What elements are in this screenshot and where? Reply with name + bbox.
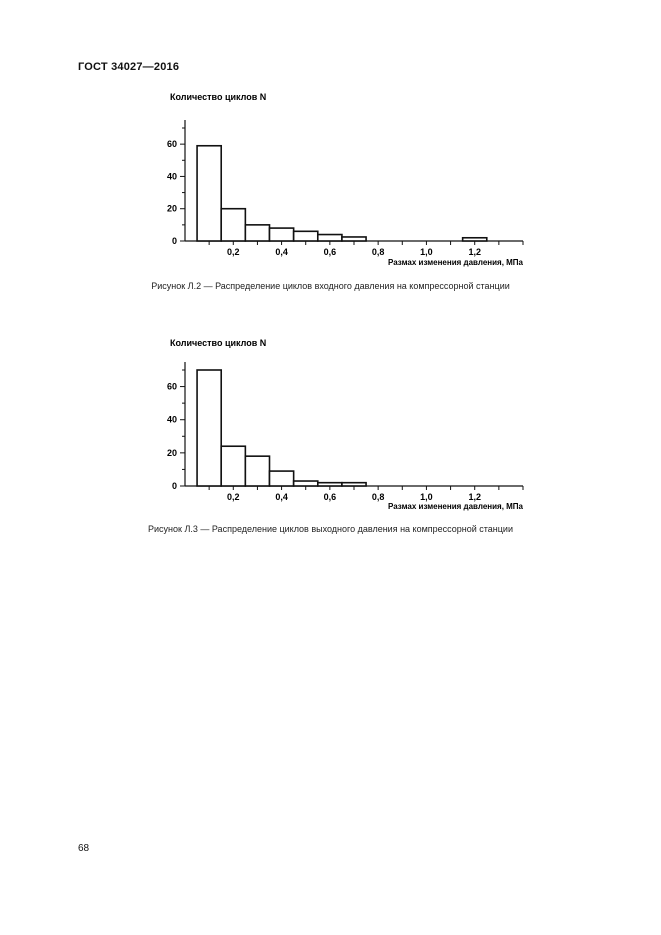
- x-axis-label: Размах изменения давления, МПа: [388, 502, 523, 511]
- x-tick-label: 1,2: [468, 492, 481, 502]
- x-tick-label: 1,0: [420, 247, 433, 257]
- x-tick-label: 0,6: [323, 247, 337, 257]
- figure-caption-output-pressure: Рисунок Л.3 — Распределение циклов выходного давления на компрессорной станции: [148, 524, 513, 534]
- document-header: ГОСТ 34027—2016: [78, 61, 180, 73]
- histogram-bar: [197, 370, 221, 486]
- x-tick-label: 0,6: [323, 492, 337, 502]
- y-tick-label: 0: [171, 481, 177, 491]
- y-tick-label: 20: [166, 447, 177, 458]
- y-tick-label: 40: [166, 414, 177, 425]
- y-tick-label: 0: [171, 236, 177, 246]
- x-tick-label: 0,2: [227, 492, 240, 502]
- x-tick-label: 0,2: [227, 247, 240, 257]
- histogram-bar: [318, 483, 342, 486]
- y-axis-label: Количество циклов N: [170, 92, 267, 102]
- x-axis-label: Размах изменения давления, МПа: [388, 258, 523, 267]
- figure-caption-input-pressure: Рисунок Л.2 — Распределение циклов входного давления на компрессорной станции: [151, 281, 510, 291]
- page-number: 68: [78, 843, 90, 854]
- y-tick-label: 60: [166, 381, 177, 392]
- y-tick-label: 40: [166, 171, 177, 182]
- histogram-bar: [245, 456, 269, 486]
- x-tick-label: 1,2: [468, 247, 481, 257]
- x-tick-label: 0,4: [275, 492, 288, 502]
- x-tick-label: 0,4: [275, 247, 288, 257]
- y-tick-label: 20: [166, 203, 177, 214]
- histogram-bar: [294, 481, 318, 486]
- histogram-bar: [270, 471, 294, 486]
- x-tick-label: 0,8: [371, 492, 385, 502]
- histogram-bar: [342, 483, 366, 486]
- x-tick-label: 1,0: [420, 492, 433, 502]
- x-tick-label: 0,8: [371, 247, 385, 257]
- y-tick-label: 60: [166, 139, 177, 150]
- histogram-bar: [221, 446, 245, 486]
- y-axis-label: Количество циклов N: [170, 338, 267, 348]
